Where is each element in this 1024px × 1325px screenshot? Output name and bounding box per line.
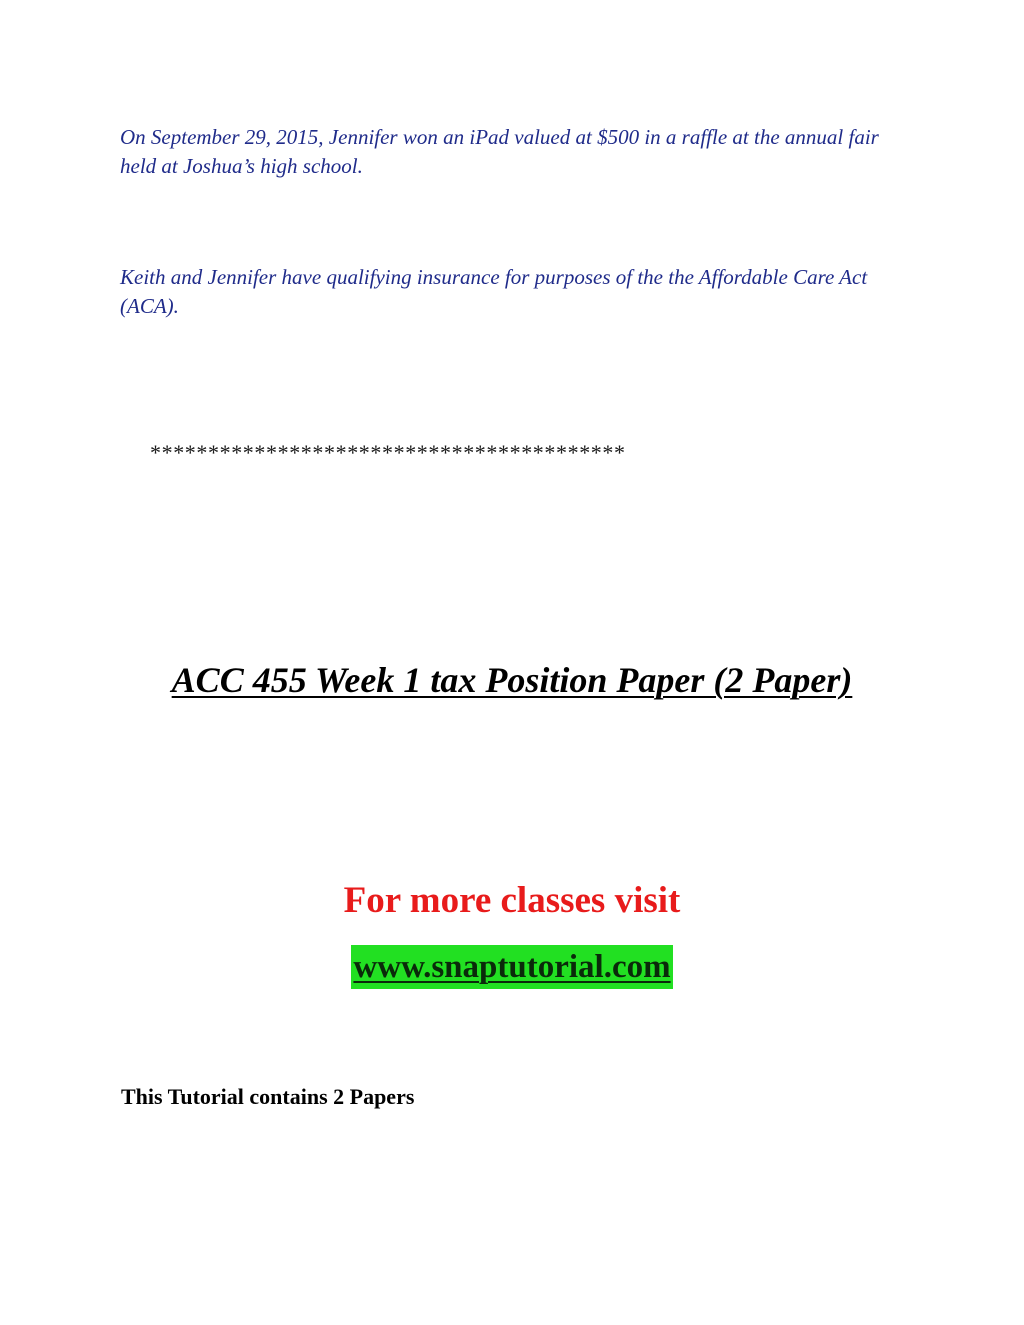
page-title-text: ACC 455 Week 1 tax Position Paper (2 Paper) [171, 660, 853, 700]
page-title [0, 658, 1024, 702]
link-container [0, 945, 1024, 989]
promo-heading: For more classes visit [343, 880, 681, 921]
tutorial-contains-note: This Tutorial contains 2 Papers [121, 1084, 415, 1109]
snaptutorial-link[interactable]: www.snaptutorial.com [351, 945, 672, 989]
paragraph-insurance: Keith and Jennifer have qualifying insurance for purposes of the the Affordable Care Act (ACA). [120, 265, 868, 318]
paragraph-ipad-raffle: On September 29, 2015, Jennifer won an iPad valued at $500 in a raffle at the annual fair held at Joshua’s high school. [120, 125, 879, 178]
asterisk-separator: ***************************************** [150, 440, 626, 465]
